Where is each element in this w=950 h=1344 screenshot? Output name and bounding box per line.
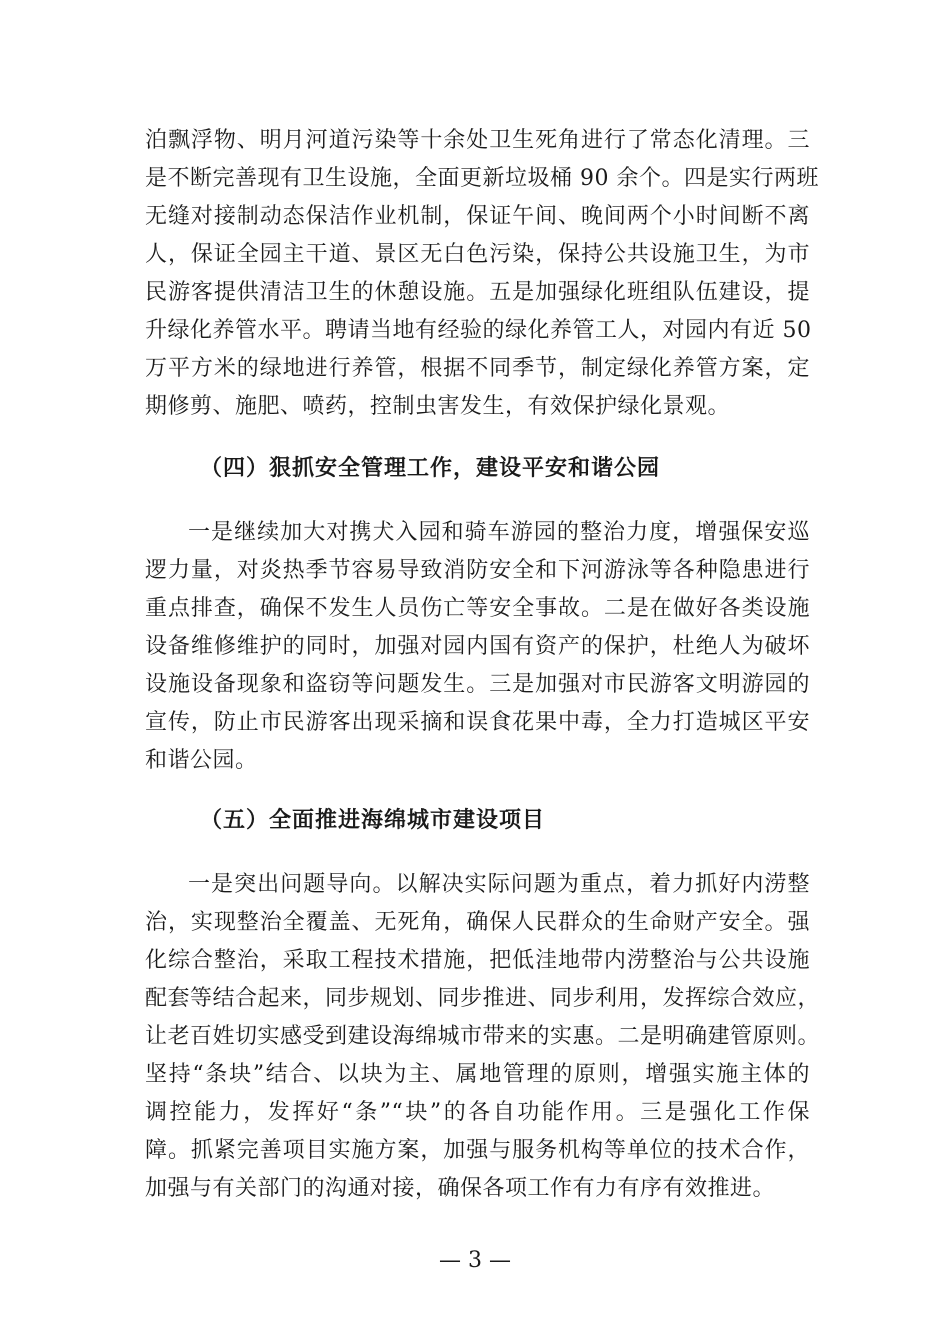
paragraph-line: 万平方米的绿地进行养管，根据不同季节，制定绿化养管方案，定 — [145, 356, 810, 381]
paragraph-line: 让老百姓切实感受到建设海绵城市带来的实惠。二是明确建管原则。 — [145, 1024, 821, 1049]
section-heading-4: （四）狠抓安全管理工作，建设平安和谐公园 — [200, 456, 661, 481]
paragraph-line: 人，保证全园主干道、景区无白色污染，保持公共设施卫生，为市 — [145, 242, 810, 267]
paragraph-line: 升绿化养管水平。聘请当地有经验的绿化养管工人，对园内有近 50 — [145, 318, 812, 343]
paragraph-line: 坚持“条块”结合、以块为主、属地管理的原则，增强实施主体的 — [145, 1062, 810, 1087]
paragraph-line: 设施设备现象和盗窃等问题发生。三是加强对市民游客文明游园的 — [145, 672, 810, 697]
section-heading-5: （五）全面推进海绵城市建设项目 — [200, 808, 546, 833]
paragraph-line: 期修剪、施肥、喷药，控制虫害发生，有效保护绿化景观。 — [145, 394, 731, 419]
paragraph-line: 一是突出问题导向。以解决实际问题为重点，着力抓好内涝整 — [188, 872, 810, 897]
paragraph-line: 配套等结合起来，同步规划、同步推进、同步利用，发挥综合效应， — [145, 986, 821, 1011]
paragraph-line: 逻力量，对炎热季节容易导致消防安全和下河游泳等各种隐患进行 — [145, 558, 810, 583]
paragraph-line: 是不断完善现有卫生设施，全面更新垃圾桶 90 余个。四是实行两班 — [145, 166, 819, 191]
paragraph-line: 设备维修维护的同时，加强对园内国有资产的保护，杜绝人为破坏 — [145, 634, 810, 659]
paragraph-line: 化综合整治，采取工程技术措施，把低洼地带内涝整治与公共设施 — [145, 948, 810, 973]
paragraph-line: 一是继续加大对携犬入园和骑车游园的整治力度，增强保安巡 — [188, 520, 810, 545]
page-number: — 3 — — [439, 1248, 511, 1273]
paragraph-line: 和谐公园。 — [145, 748, 258, 773]
paragraph-line: 宣传，防止市民游客出现采摘和误食花果中毒，全力打造城区平安 — [145, 710, 810, 735]
paragraph-line: 加强与有关部门的沟通对接，确保各项工作有力有序有效推进。 — [145, 1176, 776, 1201]
paragraph-line: 民游客提供清洁卫生的休憩设施。五是加强绿化班组队伍建设，提 — [145, 280, 810, 305]
paragraph-line: 治，实现整治全覆盖、无死角，确保人民群众的生命财产安全。强 — [145, 910, 810, 935]
paragraph-line: 无缝对接制动态保洁作业机制，保证午间、晚间两个小时间断不离 — [145, 204, 810, 229]
paragraph-line: 调控能力，发挥好“条”“块”的各自功能作用。三是强化工作保 — [145, 1100, 810, 1125]
paragraph-line: 重点排查，确保不发生人员伤亡等安全事故。二是在做好各类设施 — [145, 596, 810, 621]
paragraph-line: 障。抓紧完善项目实施方案，加强与服务机构等单位的技术合作， — [145, 1138, 810, 1163]
paragraph-line: 泊飘浮物、明月河道污染等十余处卫生死角进行了常态化清理。三 — [145, 128, 810, 153]
